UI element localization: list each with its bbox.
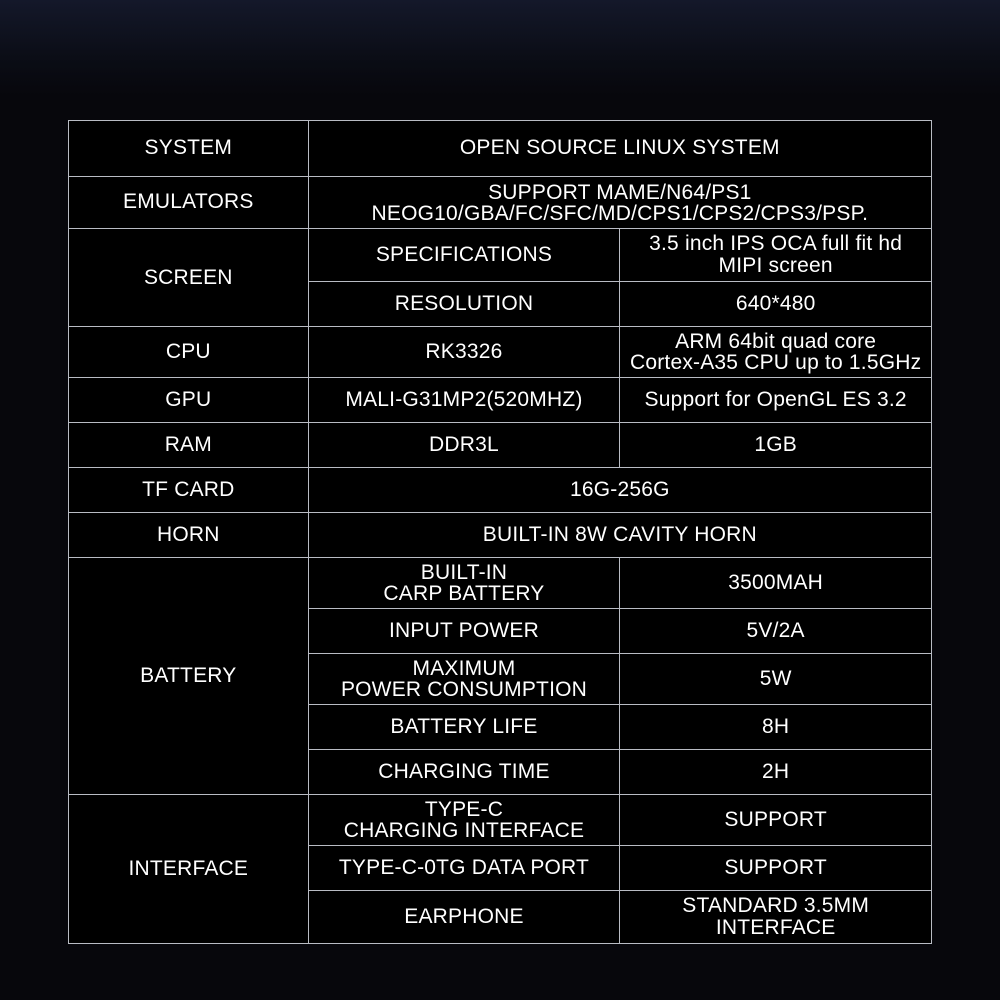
battery-item-name-line-2: POWER CONSUMPTION <box>340 678 588 702</box>
interface-item-name-line-2: CHARGING INTERFACE <box>343 819 585 843</box>
screen-resolution-label: RESOLUTION <box>308 282 620 327</box>
interface-item-name <box>308 795 620 846</box>
cpu-detail-line-2: Cortex-A35 CPU up to 1.5GHz <box>629 351 922 375</box>
cpu-detail <box>620 327 932 378</box>
table-row <box>69 423 932 468</box>
row-label-horn: HORN <box>69 513 309 558</box>
row-label-cpu: CPU <box>69 327 309 378</box>
interface-item-value: SUPPORT <box>620 846 932 891</box>
emulators-line-1: SUPPORT MAME/N64/PS1 <box>488 180 752 204</box>
interface-item-name: TYPE-C-0TG DATA PORT <box>308 846 620 891</box>
table-row <box>69 558 932 609</box>
row-label-emulators: EMULATORS <box>69 177 309 229</box>
table-row <box>69 229 932 282</box>
gpu-model: MALI-G31MP2(520MHZ) <box>308 378 620 423</box>
table-row <box>69 513 932 558</box>
specification-table <box>68 120 932 944</box>
screen-specifications-label: SPECIFICATIONS <box>308 229 620 282</box>
specification-table-container <box>68 120 932 944</box>
row-value-emulators <box>308 177 931 229</box>
battery-item-name <box>308 654 620 705</box>
battery-item-value: 3500MAH <box>620 558 932 609</box>
battery-item-value: 5V/2A <box>620 609 932 654</box>
row-label-interface: INTERFACE <box>69 795 309 944</box>
battery-item-name: INPUT POWER <box>308 609 620 654</box>
row-label-screen: SCREEN <box>69 229 309 327</box>
gpu-detail: Support for OpenGL ES 3.2 <box>620 378 932 423</box>
table-row <box>69 378 932 423</box>
battery-item-name-line-1: BUILT-IN <box>420 561 508 585</box>
top-gradient-band <box>0 0 1000 96</box>
battery-item-name-line-1: MAXIMUM <box>412 657 516 681</box>
battery-item-name <box>308 558 620 609</box>
table-row <box>69 177 932 229</box>
interface-item-name: EARPHONE <box>308 891 620 944</box>
interface-item-value: SUPPORT <box>620 795 932 846</box>
battery-item-value: 8H <box>620 705 932 750</box>
ram-size: 1GB <box>620 423 932 468</box>
battery-item-name: CHARGING TIME <box>308 750 620 795</box>
row-value-system: OPEN SOURCE LINUX SYSTEM <box>308 121 931 177</box>
cpu-detail-line-1: ARM 64bit quad core <box>675 330 877 354</box>
emulators-line-2: NEOG10/GBA/FC/SFC/MD/CPS1/CPS2/CPS3/PSP. <box>371 201 869 225</box>
ram-type: DDR3L <box>308 423 620 468</box>
cpu-model: RK3326 <box>308 327 620 378</box>
battery-item-name: BATTERY LIFE <box>308 705 620 750</box>
row-label-battery: BATTERY <box>69 558 309 795</box>
battery-item-value: 5W <box>620 654 932 705</box>
battery-item-name-line-2: CARP BATTERY <box>383 582 545 606</box>
screen-specifications-value: 3.5 inch IPS OCA full fit hd MIPI screen <box>620 229 932 282</box>
screen-resolution-value: 640*480 <box>620 282 932 327</box>
battery-item-value: 2H <box>620 750 932 795</box>
row-label-gpu: GPU <box>69 378 309 423</box>
interface-item-name-line-1: TYPE-C <box>424 798 504 822</box>
interface-item-value: STANDARD 3.5MM INTERFACE <box>620 891 932 944</box>
table-row <box>69 121 932 177</box>
row-value-tf-card: 16G-256G <box>308 468 931 513</box>
table-row <box>69 795 932 846</box>
row-label-system: SYSTEM <box>69 121 309 177</box>
table-row <box>69 327 932 378</box>
row-label-tf-card: TF CARD <box>69 468 309 513</box>
table-row <box>69 468 932 513</box>
row-value-horn: BUILT-IN 8W CAVITY HORN <box>308 513 931 558</box>
row-label-ram: RAM <box>69 423 309 468</box>
